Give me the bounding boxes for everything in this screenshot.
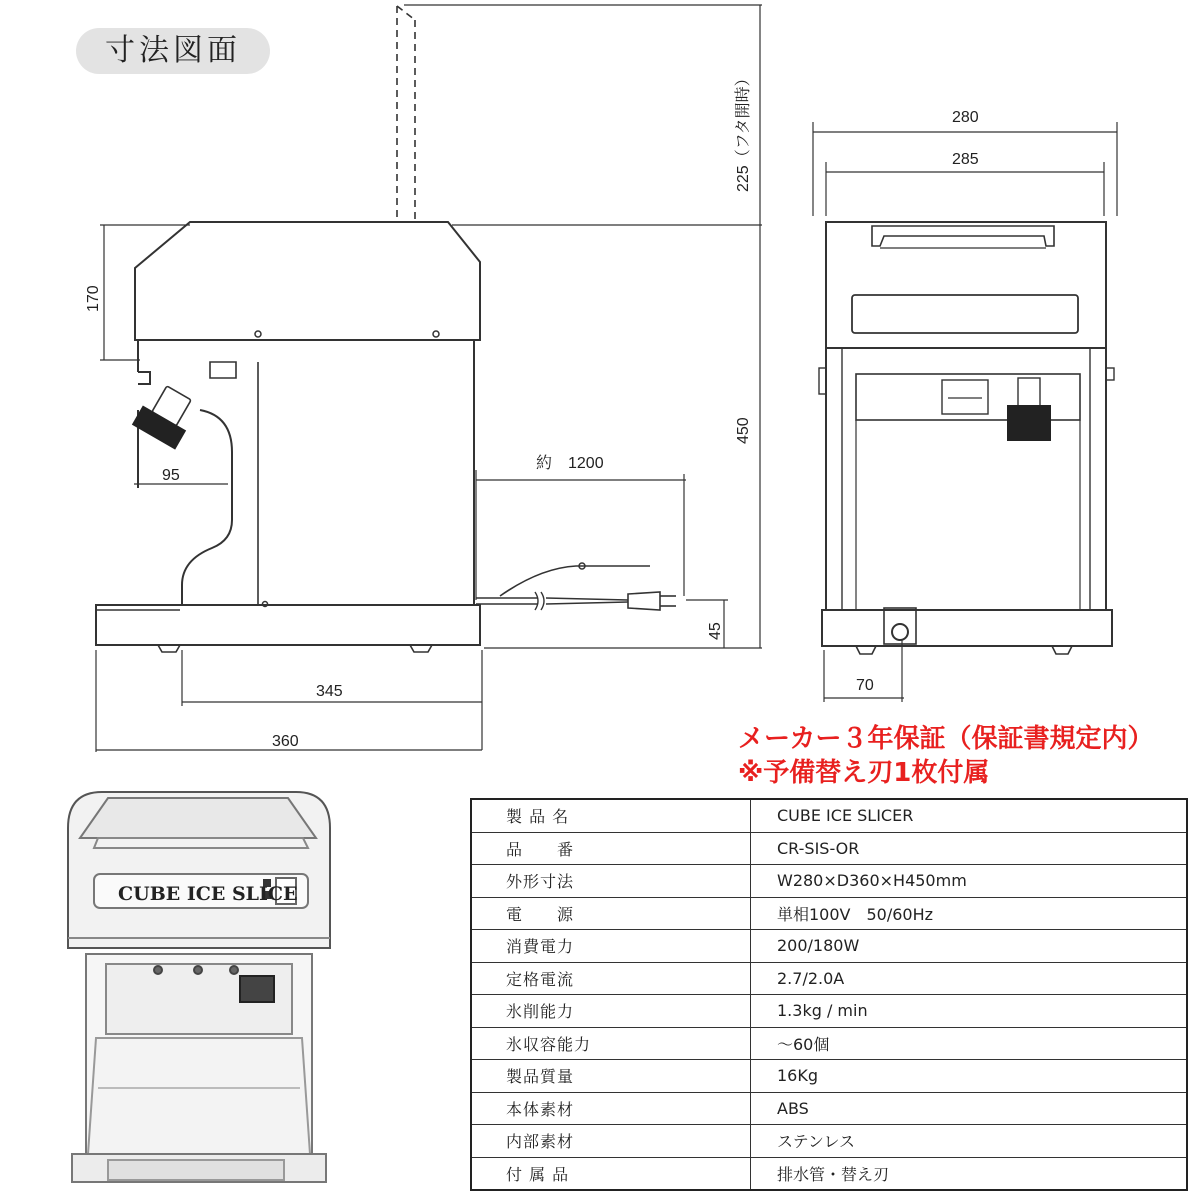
spec-value: ステンレス <box>751 1125 1188 1158</box>
spec-key: 付 属 品 <box>471 1157 751 1190</box>
product-illustration <box>58 788 338 1188</box>
warranty-line-1: メーカー３年保証（保証書規定内） <box>738 724 1154 754</box>
spec-row <box>471 897 1187 930</box>
base <box>96 605 480 645</box>
spec-value: ～60個 <box>751 1027 1188 1060</box>
front-view <box>813 122 1117 702</box>
dim-drain-offset: 70 <box>856 677 874 694</box>
spec-key: 定格電流 <box>471 962 751 995</box>
spec-row <box>471 995 1187 1028</box>
spec-row <box>471 930 1187 963</box>
spec-value: 排水管・替え刃 <box>751 1157 1188 1190</box>
handle-knob <box>133 381 200 448</box>
product-label: CUBE ICE SLICE <box>118 883 298 905</box>
spec-value: 単相100V 50/60Hz <box>751 897 1188 930</box>
spec-row <box>471 832 1187 865</box>
dim-width-inner: 285 <box>952 151 979 168</box>
spec-key: 本体素材 <box>471 1092 751 1125</box>
spec-key: 内部素材 <box>471 1125 751 1158</box>
spec-key: 製品質量 <box>471 1060 751 1093</box>
dim-total-height: 450 <box>735 417 752 444</box>
plug <box>628 592 660 610</box>
spec-key: 氷収容能力 <box>471 1027 751 1060</box>
spec-row <box>471 1060 1187 1093</box>
spec-row <box>471 1125 1187 1158</box>
spec-value: 200/180W <box>751 930 1188 963</box>
dim-width-outer: 280 <box>952 109 979 126</box>
open-lid-outline <box>397 6 415 222</box>
dim-depth-total: 360 <box>272 733 299 750</box>
dim-upper-height: 170 <box>85 285 102 312</box>
upper-housing <box>135 222 480 340</box>
spec-key: 電 源 <box>471 897 751 930</box>
spec-row <box>471 1157 1187 1190</box>
spec-value: ABS <box>751 1092 1188 1125</box>
dim-handle-depth: 95 <box>162 467 180 484</box>
spec-key: 製 品 名 <box>471 799 751 832</box>
spec-value: 1.3kg / min <box>751 995 1188 1028</box>
spec-value: W280×D360×H450mm <box>751 865 1188 898</box>
warranty-note <box>738 722 1198 790</box>
page-title: 寸法図面 <box>76 28 270 74</box>
spec-row <box>471 1027 1187 1060</box>
spec-key: 消費電力 <box>471 930 751 963</box>
spec-value: CR-SIS-OR <box>751 832 1188 865</box>
spec-row <box>471 1092 1187 1125</box>
dim-lid-open: 225（フタ開時） <box>735 70 752 192</box>
spec-table <box>470 798 1188 1191</box>
spec-key: 品 番 <box>471 832 751 865</box>
spec-value: 16Kg <box>751 1060 1188 1093</box>
dim-depth-inner: 345 <box>316 683 343 700</box>
spec-value: 2.7/2.0A <box>751 962 1188 995</box>
spec-row <box>471 865 1187 898</box>
dim-cord-length: 約 1200 <box>536 455 604 472</box>
spec-row <box>471 799 1187 832</box>
spec-row <box>471 962 1187 995</box>
warranty-line-2: ※予備替え刃1枚付属 <box>738 758 990 788</box>
spec-value: CUBE ICE SLICER <box>751 799 1188 832</box>
spec-key: 外形寸法 <box>471 865 751 898</box>
spec-key: 氷削能力 <box>471 995 751 1028</box>
dim-base-height: 45 <box>707 622 724 640</box>
